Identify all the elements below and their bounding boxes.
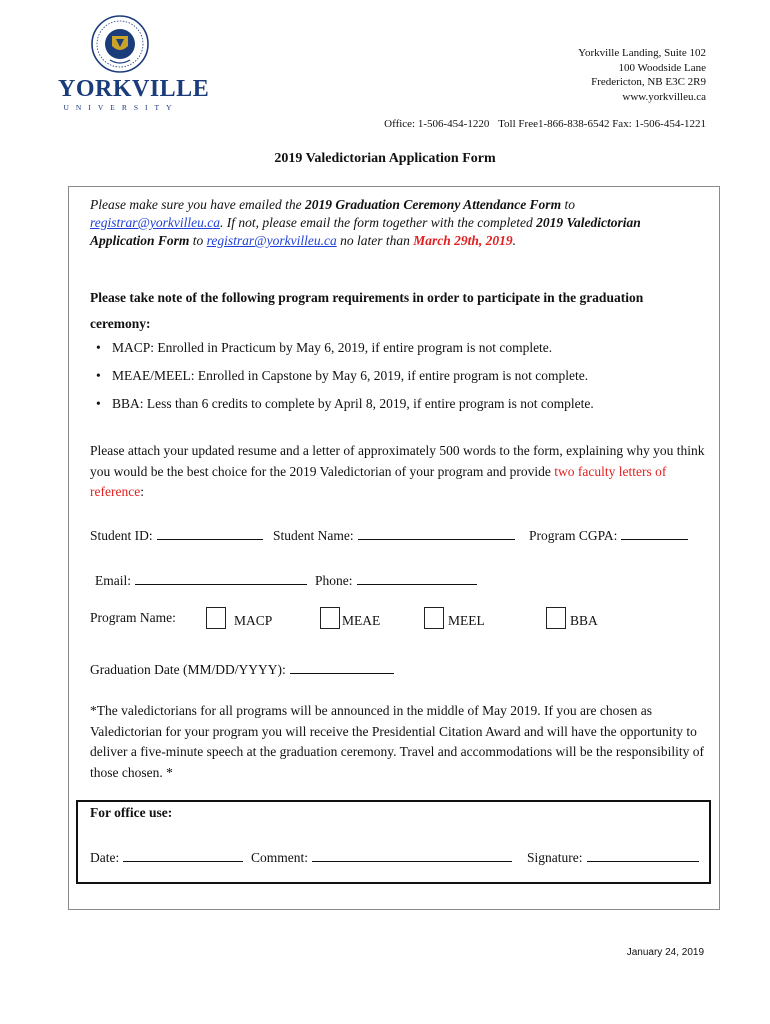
- phone-field: [315, 571, 477, 589]
- office-signature-input[interactable]: [587, 848, 699, 862]
- office-signature-field: [527, 848, 699, 866]
- website-link[interactable]: www.yorkvilleu.ca: [622, 90, 706, 103]
- attachment-instructions: [90, 441, 710, 503]
- attach-text-end: :: [140, 484, 144, 499]
- student-name-field: [273, 526, 515, 544]
- phone-label: Phone:: [315, 573, 353, 588]
- student-name-input[interactable]: [358, 526, 515, 540]
- list-item: [90, 366, 710, 394]
- cgpa-field: [529, 526, 688, 544]
- checkbox-icon[interactable]: [424, 607, 444, 629]
- office-comment-field: [251, 848, 512, 866]
- office-comment-input[interactable]: [312, 848, 512, 862]
- announcement-note: *The valedictorians for all programs will be announced in the middle of May 2019. If you are chosen as Valedictorian for your program you will receive the Presidential Citation Award and will have the opportunity to deliver a five-minute speech at the graduation ceremony. Travel and accommodations will be the responsibility of those chosen. *: [90, 703, 704, 780]
- checkbox-icon[interactable]: [206, 607, 226, 629]
- requirements-list: [90, 338, 710, 422]
- office-date-field: [90, 848, 243, 866]
- intro-text: . If not, please email the form together with the completed: [220, 215, 537, 230]
- cgpa-input[interactable]: [621, 526, 688, 540]
- attendance-form-name: 2019 Graduation Ceremony Attendance Form: [305, 197, 562, 212]
- email-field: [95, 571, 307, 589]
- student-id-label: Student ID:: [90, 528, 153, 543]
- program-label: MEEL: [448, 613, 485, 628]
- registrar-email-link[interactable]: registrar@yorkvilleu.ca: [206, 233, 337, 248]
- registrar-email-link[interactable]: registrar@yorkvilleu.ca: [90, 215, 221, 230]
- office-use-heading: For office use:: [90, 805, 173, 820]
- list-item: [90, 338, 710, 366]
- graduation-date-label: Graduation Date (MM/DD/YYYY):: [90, 662, 286, 677]
- graduation-date-input[interactable]: [290, 660, 394, 674]
- address-line: Fredericton, NB E3C 2R9: [591, 76, 706, 88]
- student-id-field: [90, 526, 263, 544]
- requirement-text: MEAE/MEEL: Enrolled in Capstone by May 6, 2019, if entire program is not complete.: [112, 368, 589, 383]
- cgpa-label: Program CGPA:: [529, 528, 618, 543]
- office-date-label: Date:: [90, 850, 120, 865]
- office-date-input[interactable]: [123, 848, 243, 862]
- university-logo: [58, 14, 210, 112]
- intro-text: no later than: [336, 233, 414, 248]
- application-form-name: 2019 Valedictorian Application Form: [90, 215, 641, 248]
- address-line: 100 Woodside Lane: [618, 61, 706, 74]
- logo-subtitle: UNIVERSITY: [63, 103, 179, 112]
- requirement-text: BBA: Less than 6 credits to complete by April 8, 2019, if entire program is not complete.: [112, 396, 594, 411]
- contact-numbers: [378, 118, 706, 130]
- intro-text: .: [512, 233, 516, 248]
- graduation-date-field: [90, 660, 394, 678]
- office-comment-label: Comment:: [251, 850, 308, 865]
- address-line: Yorkville Landing, Suite 102: [578, 47, 706, 59]
- program-label: MACP: [234, 613, 273, 628]
- bullet-icon: •: [96, 340, 101, 355]
- intro-text: to: [189, 233, 207, 248]
- university-crest-icon: [58, 14, 182, 76]
- program-label: MEAE: [342, 613, 381, 628]
- requirement-text: MACP: Enrolled in Practicum by May 6, 2019, if entire program is not complete.: [112, 340, 553, 355]
- requirements-heading: Please take note of the following program requirements in order to participate in the graduation ceremony:: [90, 290, 644, 331]
- program-label: BBA: [570, 613, 598, 628]
- student-id-input[interactable]: [157, 526, 263, 540]
- logo-wordmark: YORKVILLE: [58, 76, 210, 102]
- email-label: Email:: [95, 573, 131, 588]
- office-signature-label: Signature:: [527, 850, 583, 865]
- checkbox-icon[interactable]: [546, 607, 566, 629]
- footer-date: January 24, 2019: [626, 947, 704, 958]
- intro-paragraph: [90, 196, 690, 250]
- faculty-letters-highlight: two faculty letters of reference: [90, 463, 667, 499]
- list-item: [90, 394, 710, 422]
- tollfree-fax: Toll Free1-866-838-6542 Fax: 1-506-454-1221: [498, 118, 706, 130]
- attach-text: Please attach your updated resume and a letter of approximately 500 words to the form, explaining why you think you would be the best choice for the 2019 Valedictorian of your program and provide: [90, 443, 705, 479]
- office-phone: Office: 1-506-454-1220: [384, 118, 490, 130]
- checkbox-icon[interactable]: [320, 607, 340, 629]
- program-name-label: Program Name:: [90, 610, 176, 625]
- intro-text: to: [561, 197, 575, 212]
- bullet-icon: •: [96, 368, 101, 383]
- phone-input[interactable]: [357, 571, 477, 585]
- university-address: [578, 46, 706, 104]
- bullet-icon: •: [96, 396, 101, 411]
- email-input[interactable]: [135, 571, 307, 585]
- deadline-date: March 29th, 2019: [413, 233, 513, 248]
- student-name-label: Student Name:: [273, 528, 354, 543]
- form-title: 2019 Valedictorian Application Form: [274, 151, 496, 166]
- intro-text: Please make sure you have emailed the: [90, 197, 306, 212]
